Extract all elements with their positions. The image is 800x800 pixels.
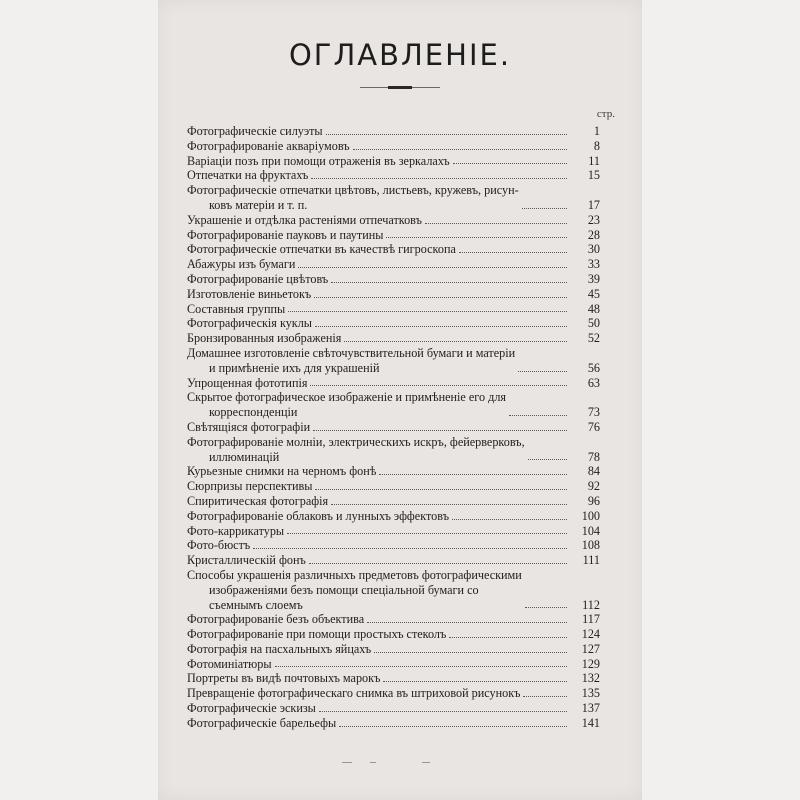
toc-page-number: 30 (587, 242, 600, 257)
dot-leader (386, 237, 567, 238)
toc-page-number: 8 (593, 138, 600, 153)
toc-page-number: 92 (587, 479, 600, 494)
toc-page-number: 84 (587, 464, 600, 479)
toc-entry-title-continuation: и примѣненіе ихъ для украшеній (209, 360, 380, 375)
page-column-label: стр. (596, 108, 615, 120)
toc-entry (187, 242, 600, 257)
toc-entry-text (187, 464, 570, 479)
toc-entry-text (187, 671, 570, 686)
toc-entry-text (187, 346, 570, 376)
dot-leader (331, 282, 567, 283)
toc-entry-title: Скрытое фотографическое изображеніе и примѣненіе его для (187, 390, 507, 405)
toc-entry-text (187, 272, 570, 287)
toc-entry-text (187, 479, 570, 494)
toc-entry (187, 464, 600, 479)
toc-page-number: 96 (587, 493, 600, 508)
toc-entry (187, 183, 600, 213)
toc-entry (187, 346, 600, 376)
toc-entry-title-continuation: ковъ матеріи и т. п. (209, 197, 308, 212)
toc-page-number: 141 (581, 715, 600, 730)
toc-entry-title: Кристаллическій фонъ (187, 553, 306, 568)
dot-leader (523, 696, 567, 697)
toc-entry-title: Фотографированіе пауковъ и паутины (187, 227, 384, 242)
dot-leader (315, 326, 567, 327)
page-title: ОГЛАВЛЕНIЕ. (288, 38, 512, 72)
toc-entry-text (187, 316, 570, 331)
toc-entry-title: Фото-каррикатуры (187, 523, 285, 538)
dot-leader (425, 223, 567, 224)
dot-leader (367, 622, 567, 623)
toc-entry (187, 479, 600, 494)
toc-entry-title: Изготовленіе виньетокъ (187, 286, 312, 301)
table-of-contents (187, 124, 600, 731)
dot-leader (374, 652, 567, 653)
toc-entry-title: Украшеніе и отдѣлка растеніями отпечатковъ (187, 212, 422, 227)
dot-leader (275, 666, 567, 667)
toc-entry-title: Фотографическія куклы (187, 316, 312, 331)
dot-leader (326, 134, 567, 135)
toc-page-number: 52 (587, 331, 600, 346)
dot-leader (311, 178, 567, 179)
toc-entry (187, 139, 600, 154)
toc-page-number: 117 (582, 612, 600, 627)
toc-page-number: 112 (582, 597, 600, 612)
dot-leader (344, 341, 567, 342)
toc-entry-text (187, 302, 570, 317)
toc-entry-title: Упрощенная фототипія (187, 375, 308, 390)
toc-entry (187, 494, 600, 509)
toc-entry-title: Фотографированіе облаковъ и лунныхъ эффектовъ (187, 508, 449, 523)
toc-entry (187, 716, 600, 731)
toc-entry (187, 213, 600, 228)
toc-entry-text (187, 538, 570, 553)
toc-entry-text (187, 686, 570, 701)
dot-leader (309, 563, 567, 564)
toc-page-number: 50 (587, 316, 600, 331)
toc-entry-title: Фото-бюстъ (187, 538, 251, 553)
dot-leader (453, 163, 567, 164)
toc-entry (187, 331, 600, 346)
toc-entry (187, 524, 600, 539)
toc-page-number: 108 (581, 538, 600, 553)
toc-page-number: 33 (587, 257, 600, 272)
toc-entry-title: Сюрпризы перспективы (187, 479, 313, 494)
toc-entry (187, 509, 600, 524)
toc-page-number: 11 (588, 153, 600, 168)
toc-entry (187, 272, 600, 287)
dot-leader (310, 385, 567, 386)
dot-leader (253, 548, 567, 549)
toc-entry-title: Бронзированныя изображенія (187, 331, 342, 346)
toc-entry (187, 435, 600, 465)
toc-entry (187, 228, 600, 243)
toc-page-number: 129 (581, 656, 600, 671)
toc-entry (187, 612, 600, 627)
dot-leader (518, 371, 567, 372)
toc-entry-text (187, 657, 570, 672)
dot-leader (449, 637, 567, 638)
toc-entry (187, 701, 600, 716)
toc-entry (187, 686, 600, 701)
toc-entry-text (187, 168, 570, 183)
toc-entry (187, 316, 600, 331)
toc-entry-title: Фотографированіе безъ объектива (187, 612, 365, 627)
dot-leader (509, 415, 567, 416)
toc-entry-title: Фотографированіе при помощи простыхъ стеколъ (187, 627, 447, 642)
toc-entry-text (187, 331, 570, 346)
toc-page-number: 1 (593, 124, 600, 138)
toc-entry-text (187, 642, 570, 657)
toc-entry (187, 568, 600, 612)
toc-entry (187, 154, 600, 169)
toc-entry-title: Фотографированіе цвѣтовъ (187, 271, 329, 286)
dot-leader (353, 149, 567, 150)
toc-page-number: 56 (587, 360, 600, 375)
toc-entry-text (187, 139, 570, 154)
toc-entry-title: Фотографическіе отпечатки цвѣтовъ, листьевъ, кружевъ, рисун- (187, 183, 519, 198)
toc-entry (187, 257, 600, 272)
dot-leader (525, 607, 567, 608)
dot-leader (383, 681, 567, 682)
toc-entry-title: Портреты въ видѣ почтовыхъ марокъ (187, 671, 381, 686)
toc-entry (187, 420, 600, 435)
dot-leader (319, 711, 567, 712)
toc-page-number: 76 (587, 419, 600, 434)
toc-page-number: 28 (587, 227, 600, 242)
toc-entry-text (187, 420, 570, 435)
toc-entry-title: Превращеніе фотографическаго снимка въ штриховой рисунокъ (187, 686, 521, 701)
toc-entry (187, 553, 600, 568)
dot-leader (315, 489, 567, 490)
toc-entry (187, 168, 600, 183)
title-divider-mark (388, 86, 412, 89)
toc-entry (187, 287, 600, 302)
toc-entry-title: Фотографическіе отпечатки въ качествѣ гигроскопа (187, 242, 456, 257)
toc-page-number: 73 (587, 405, 600, 420)
toc-page-number: 63 (587, 375, 600, 390)
dot-leader (339, 726, 567, 727)
toc-page-number: 23 (587, 212, 600, 227)
toc-entry-title-continuation: корреспонденціи (209, 405, 298, 420)
toc-entry-text (187, 154, 570, 169)
toc-entry-title: Составныя группы (187, 301, 286, 316)
toc-entry-title: Фотографическіе барельефы (187, 715, 337, 730)
toc-entry-title-continuation: иллюминацій (209, 449, 280, 464)
toc-entry-title: Абажуры изъ бумаги (187, 257, 296, 272)
toc-page-number: 127 (581, 641, 600, 656)
toc-entry (187, 627, 600, 642)
toc-entry-title: Отпечатки на фруктахъ (187, 168, 309, 183)
dot-leader (287, 533, 567, 534)
bottom-page-marks (330, 762, 470, 768)
toc-entry-text (187, 213, 570, 228)
toc-entry-text (187, 390, 570, 420)
dot-leader (459, 252, 567, 253)
toc-entry (187, 671, 600, 686)
toc-page-number: 78 (587, 449, 600, 464)
toc-page-number: 104 (581, 523, 600, 538)
toc-entry-text (187, 435, 570, 465)
toc-entry-text (187, 287, 570, 302)
toc-page-number: 39 (587, 271, 600, 286)
toc-entry-title-continuation: съемнымъ слоемъ (209, 597, 303, 612)
toc-page-number: 45 (587, 286, 600, 301)
toc-entry (187, 538, 600, 553)
dot-leader (314, 297, 567, 298)
toc-entry (187, 657, 600, 672)
toc-entry-title: Домашнее изготовленіе свѣточувствительной бумаги и матеріи (187, 345, 516, 360)
toc-entry-title: Свѣтящіяся фотографіи (187, 419, 311, 434)
toc-entry-title: Фотографическіе силуэты (187, 124, 323, 138)
dot-leader (331, 504, 567, 505)
toc-entry-text (187, 627, 570, 642)
toc-page-number: 15 (587, 168, 600, 183)
toc-page-number: 132 (581, 671, 600, 686)
toc-entry-title: Спиритическая фотографія (187, 493, 329, 508)
toc-entry-text (187, 716, 570, 731)
dot-leader (379, 474, 567, 475)
toc-entry-text (187, 494, 570, 509)
toc-entry-text (187, 376, 570, 391)
toc-entry-title: Фотографія на пасхальныхъ яйцахъ (187, 641, 372, 656)
toc-entry (187, 376, 600, 391)
toc-entry (187, 390, 600, 420)
toc-page-number: 100 (581, 508, 600, 523)
dot-leader (452, 519, 567, 520)
toc-entry-title: Фотоминіатюры (187, 656, 272, 671)
toc-page-number: 17 (587, 197, 600, 212)
toc-entry-title: Способы украшенія различныхъ предметовъ фотографическими (187, 567, 522, 582)
toc-page-number: 135 (581, 686, 600, 701)
toc-page-number: 48 (587, 301, 600, 316)
dot-leader (528, 459, 567, 460)
toc-entry (187, 642, 600, 657)
toc-entry-text (187, 553, 570, 568)
toc-entry-text (187, 612, 570, 627)
toc-entry (187, 124, 600, 139)
toc-entry-text (187, 509, 570, 524)
toc-entry-text (187, 257, 570, 272)
toc-entry-text (187, 228, 570, 243)
toc-page-number: 137 (581, 701, 600, 716)
toc-entry-title: Фотографированіе молніи, электрическихъ искръ, фейерверковъ, (187, 434, 525, 449)
toc-entry-title: Курьезные снимки на черномъ фонѣ (187, 464, 377, 479)
toc-page-number: 124 (581, 627, 600, 642)
toc-entry-text (187, 242, 570, 257)
toc-entry-title: Фотографическіе эскизы (187, 701, 316, 716)
toc-entry-title: Варiацiи позъ при помощи отраженія въ зеркалахъ (187, 153, 450, 168)
toc-entry (187, 302, 600, 317)
toc-entry-text (187, 568, 570, 612)
toc-entry-text (187, 524, 570, 539)
dot-leader (313, 430, 567, 431)
toc-entry-text (187, 124, 570, 139)
toc-entry-title: Фотографированіе акваріумовъ (187, 138, 350, 153)
dot-leader (288, 311, 567, 312)
toc-page-number: 111 (582, 553, 600, 568)
toc-entry-title-continuation: изображеніями безъ помощи спеціальной бумаги со (209, 582, 479, 597)
toc-entry-text (187, 183, 570, 213)
dot-leader (298, 267, 567, 268)
toc-entry-text (187, 701, 570, 716)
dot-leader (522, 208, 567, 209)
